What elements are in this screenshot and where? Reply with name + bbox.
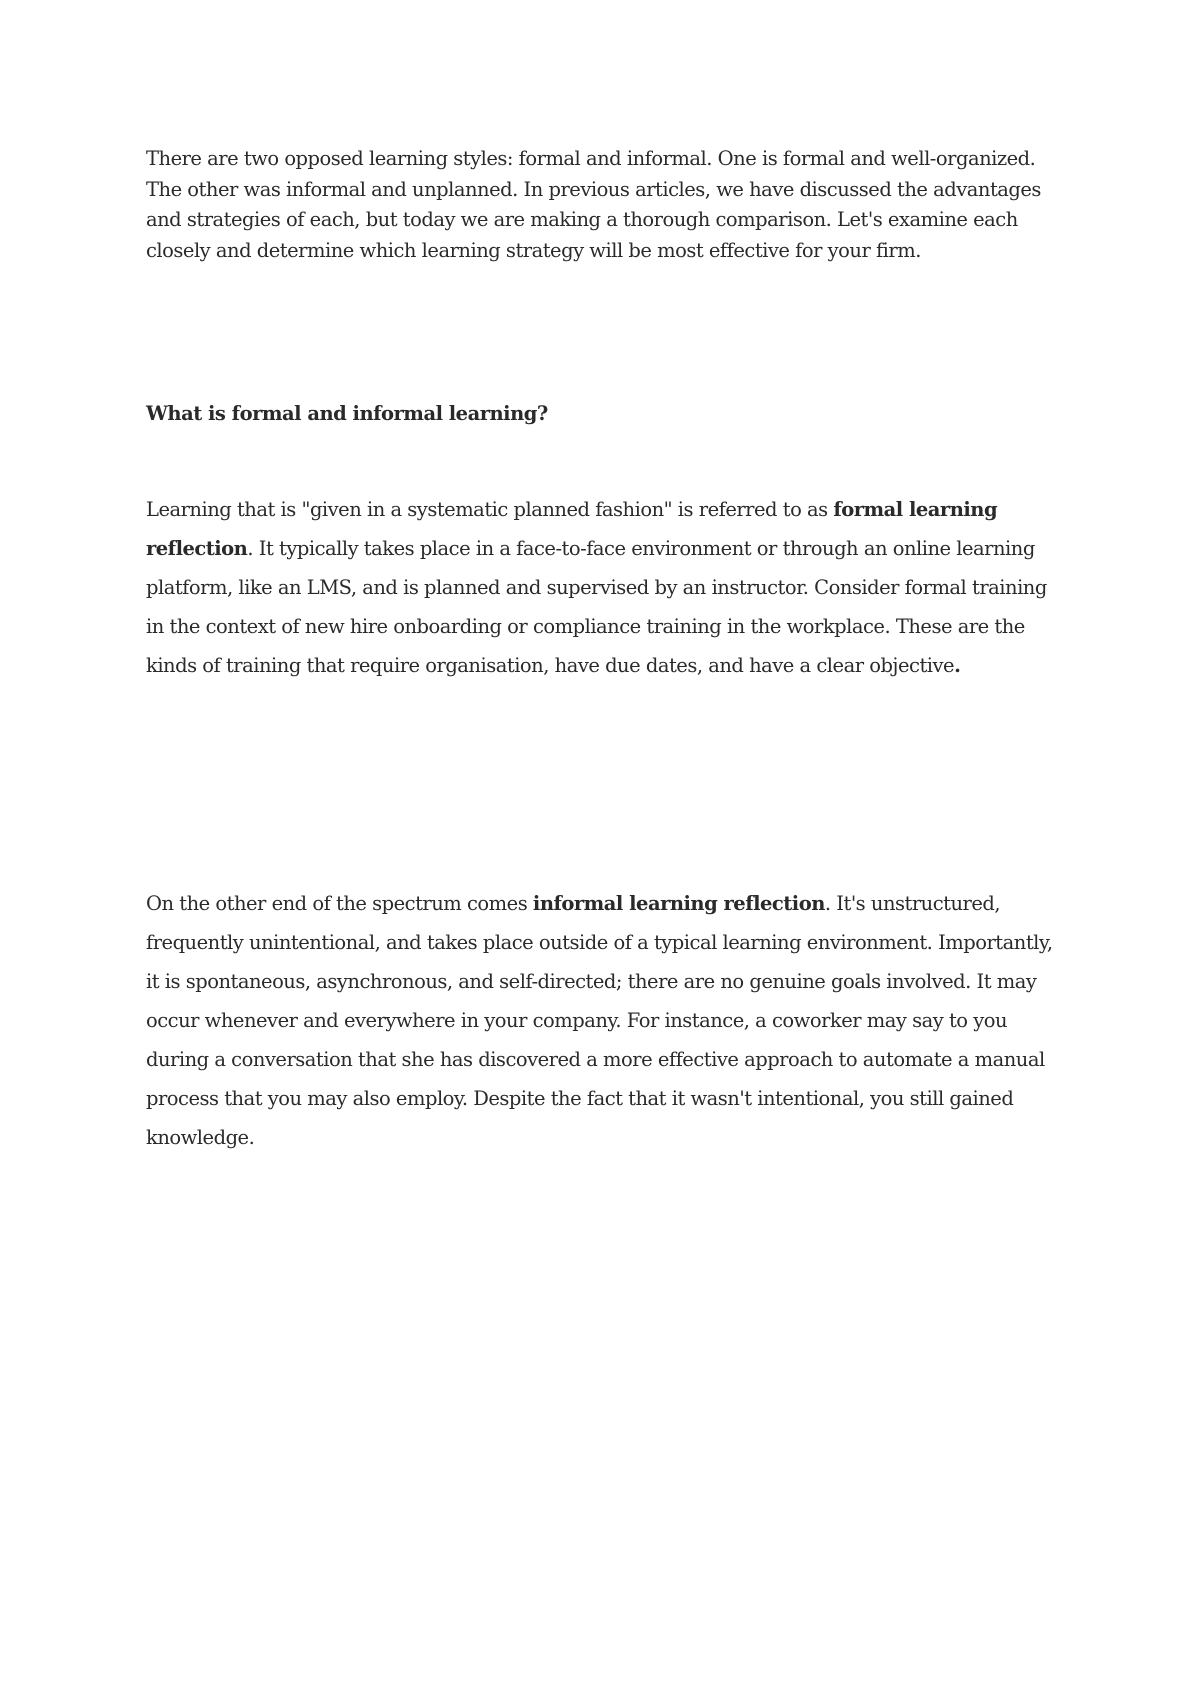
formal-learning-paragraph <box>146 490 1066 685</box>
informal-text-start: On the other end of the spectrum comes <box>146 892 533 915</box>
intro-paragraph: There are two opposed learning styles: formal and informal. One is formal and well-organized. The other was informal and unplanned. In previous articles, we have discussed the advantages and strategies of each, but today we are making a thorough comparison. Let's examine each closely and determine which learning strategy will be most effective for your firm. <box>146 147 1041 262</box>
document-body <box>146 144 1066 1149</box>
formal-text-period: . <box>954 654 961 677</box>
section-heading: What is formal and informal learning? <box>146 402 548 425</box>
informal-learning-paragraph <box>146 884 1066 1157</box>
formal-text-start: Learning that is "given in a systematic planned fashion" is referred to as <box>146 498 834 521</box>
informal-learning-term: informal learning reflection <box>532 892 825 915</box>
informal-text-rest: . It's unstructured, frequently unintentional, and takes place outside of a typical learning environment. Importantly, it is spontaneous, asynchronous, and self-directed; there are no genuine goals involved. It may occur whenever and everywhere in your company. For instance, a coworker may say to you during a conversation that she has discovered a more effective approach to automate a manual process that you may also employ. Despite the fact that it wasn't intentional, you still gained knowledge. <box>146 892 1053 1149</box>
formal-text-rest: . It typically takes place in a face-to-face environment or through an online learning platform, like an LMS, and is planned and supervised by an instructor. Consider formal training in the context of new hire onboarding or compliance training in the workplace. These are the kinds of training that require organisation, have due dates, and have a clear objective <box>146 537 1047 677</box>
formal-learning-term: formal learning reflection <box>146 498 998 560</box>
